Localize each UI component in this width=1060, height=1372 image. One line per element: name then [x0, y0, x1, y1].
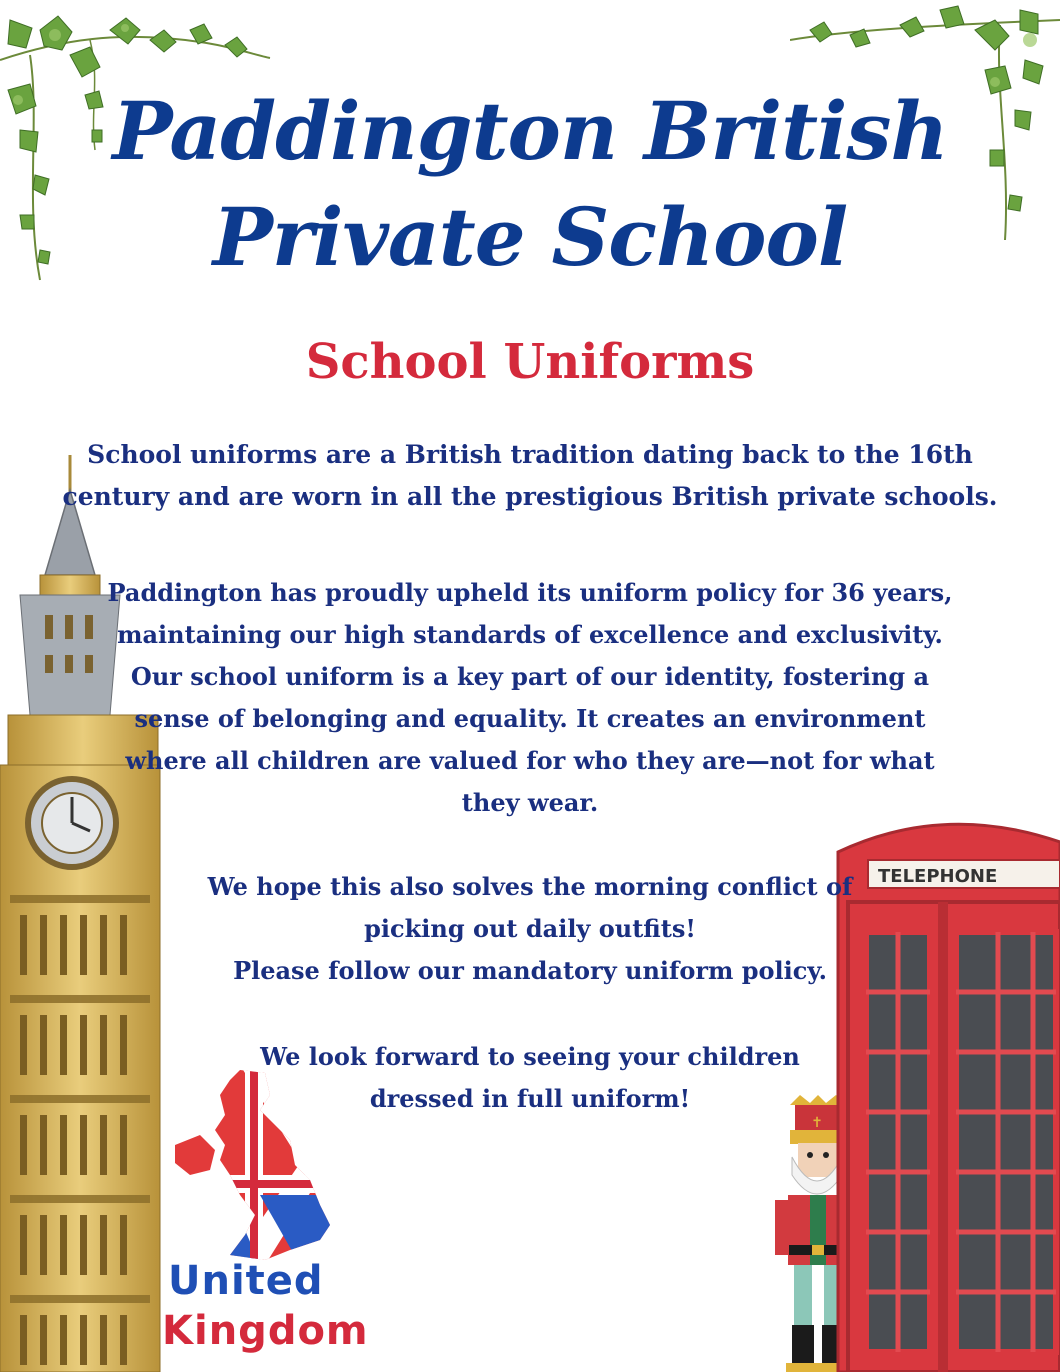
section-heading: School Uniforms — [305, 334, 755, 390]
svg-text:✝: ✝ — [811, 1115, 823, 1131]
policy-line: Paddington has proudly upheld its uniform policy for 36 years, — [107, 578, 953, 607]
policy-line: they wear. — [461, 788, 599, 817]
intro-line: century and are worn in all the prestigious British private schools. — [62, 482, 998, 511]
title-line-1: Paddington British — [112, 84, 948, 178]
morning-line: Please follow our mandatory uniform policy. — [233, 956, 827, 985]
intro-line: School uniforms are a British tradition dating back to the 16th — [87, 440, 973, 469]
policy-line: maintaining our high standards of excellence and exclusivity. — [117, 620, 943, 649]
school-name-title — [0, 78, 1060, 290]
policy-line: Our school uniform is a key part of our identity, fostering a — [130, 662, 930, 691]
policy-line: sense of belonging and equality. It creates an environment — [134, 704, 926, 733]
title-line-2: Private School — [212, 190, 848, 284]
closing-line: We look forward to seeing your children — [260, 1042, 800, 1071]
policy-paragraph — [0, 572, 1060, 824]
booth-sign: TELEPHONE — [878, 866, 998, 887]
policy-line: where all children are valued for who they are—not for what — [125, 746, 935, 775]
closing-line: dressed in full uniform! — [369, 1084, 691, 1113]
morning-line: We hope this also solves the morning conflict of — [207, 872, 853, 901]
intro-paragraph — [0, 434, 1060, 518]
morning-paragraph — [0, 866, 1060, 992]
closing-paragraph — [0, 1036, 1060, 1120]
map-label-united: United — [168, 1258, 324, 1304]
map-label-kingdom: Kingdom — [162, 1308, 369, 1354]
morning-line: picking out daily outfits! — [364, 914, 696, 943]
